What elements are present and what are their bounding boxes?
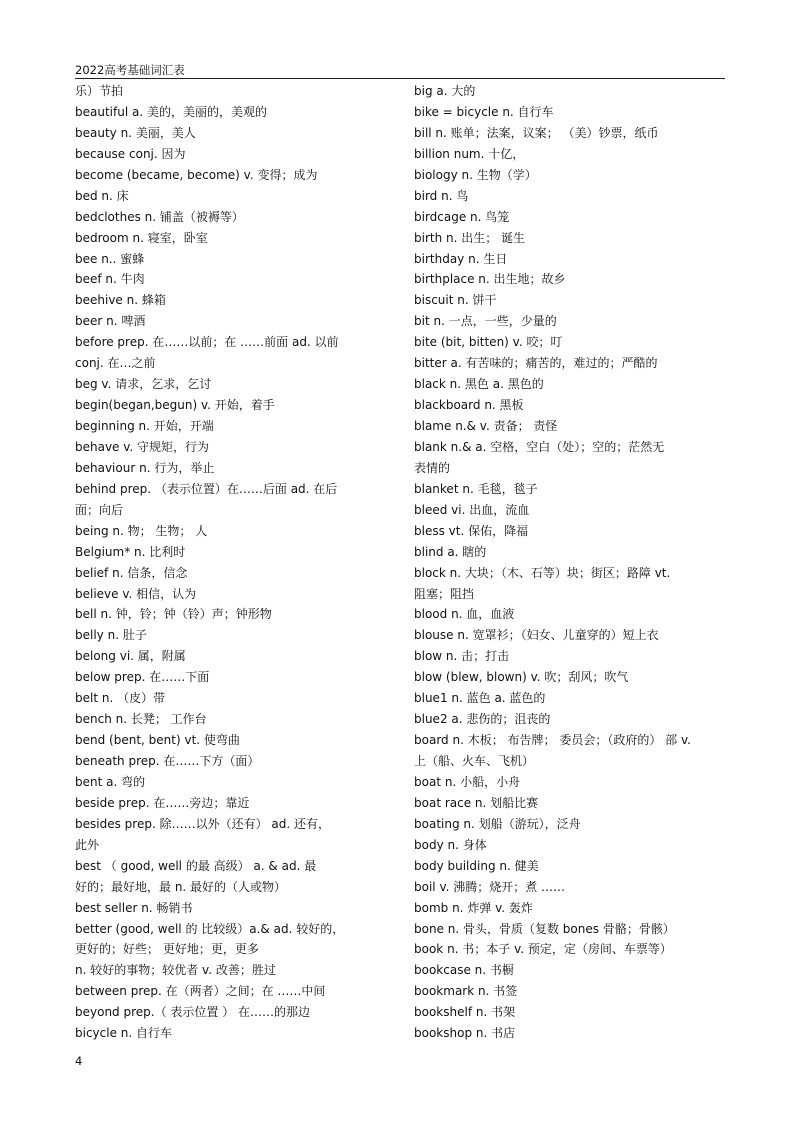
right-column-entry-line: blank n.& a. 空格，空白（处）；空的；茫然无 — [414, 439, 665, 454]
left-column-entry-line: 乐）节拍 — [75, 84, 124, 98]
right-column-entry-line: 表情的 — [414, 460, 451, 475]
left-column-entry-line: bend (bent, bent) vt. 使弯曲 — [75, 733, 240, 748]
right-column-entry-line: blackboard n. 黑板 — [414, 398, 524, 413]
right-column-entry-line: blanket n. 毛毯，毯子 — [414, 481, 538, 496]
right-column-entry-line: bite (bit, bitten) v. 咬；叮 — [414, 335, 563, 350]
right-column-entry-line: bleed vi. 出血，流血 — [414, 502, 530, 517]
left-column-entry-line: bed n. 床 — [75, 188, 129, 203]
left-column-entry-line: conj. 在…之前 — [75, 356, 156, 371]
left-column-entry-line: 更好的；好些； 更好地；更，更多 — [75, 942, 259, 957]
left-column-entry-line: Belgium* n. 比利时 — [75, 544, 186, 559]
right-column-entry-line: boil v. 沸腾；烧开；煮 …… — [414, 879, 566, 894]
left-column-entry-line: 此外 — [75, 837, 100, 852]
left-column-entry-line: 面；向后 — [75, 502, 124, 517]
page-number: 4 — [75, 1054, 83, 1068]
left-column-entry-line: beef n. 牛肉 — [75, 272, 145, 287]
header-divider — [75, 78, 725, 79]
left-column-entry-line: bedclothes n. 铺盖（被褥等） — [75, 209, 244, 224]
right-column-entry-line: boat n. 小船，小舟 — [414, 774, 521, 789]
right-column-entry-line: birthday n. 生日 — [414, 251, 508, 266]
left-column-entry-line: behaviour n. 行为，举止 — [75, 460, 215, 475]
right-column-entry-line: bitter a. 有苦味的；痛苦的，难过的；严酷的 — [414, 356, 658, 371]
left-column-entry-line: bedroom n. 寝室，卧室 — [75, 230, 208, 245]
right-column-entry-line: 上（船、火车、飞机） — [414, 754, 535, 768]
left-column-entry-line: behave v. 守规矩，行为 — [75, 439, 210, 454]
right-column-entry-line: big a. 大的 — [414, 84, 476, 98]
left-column-entry-line: behind prep. （表示位置）在……后面 ad. 在后 — [75, 481, 338, 496]
right-column-entry-line: body n. 身体 — [414, 837, 487, 852]
left-column-entry-line: believe v. 相信，认为 — [75, 586, 197, 601]
right-column-entry-line: biscuit n. 饼干 — [414, 293, 497, 308]
right-column-entry-line: boating n. 划船（游玩），泛舟 — [414, 816, 581, 831]
right-column-entry-line: blue1 n. 蓝色 a. 蓝色的 — [414, 691, 546, 706]
page-header-title: 2022高考基础词汇表 — [75, 63, 185, 77]
right-column-entry-line: blood n. 血，血液 — [414, 607, 515, 622]
right-column-entry-line: bird n. 鸟 — [414, 188, 469, 203]
right-column-entry-line: 阻塞；阻挡 — [414, 586, 475, 601]
right-column-entry-line: bookcase n. 书橱 — [414, 963, 514, 978]
left-column-entry-line: bicycle n. 自行车 — [75, 1026, 173, 1041]
right-column — [414, 81, 726, 1044]
left-column-entry-line: beer n. 啤酒 — [75, 314, 146, 329]
left-column-entry-line: belly n. 肚子 — [75, 628, 147, 643]
right-column-entry-line: bone n. 骨头，骨质（复数 bones 骨骼；骨骸） — [414, 921, 675, 936]
right-column-entry-line: bookmark n. 书签 — [414, 984, 518, 999]
left-column — [75, 81, 387, 1044]
left-column-entry-line: because conj. 因为 — [75, 146, 186, 161]
left-column-entry-line: beg v. 请求，乞求，乞讨 — [75, 377, 212, 392]
right-column-entry-line: birthplace n. 出生地；故乡 — [414, 272, 566, 287]
left-column-entry-line: best （ good, well 的最 高级） a. & ad. 最 — [75, 858, 317, 873]
right-column-entry-line: birth n. 出生； 诞生 — [414, 230, 526, 245]
right-column-entry-line: block n. 大块；（木、石等）块；街区；路障 vt. — [414, 565, 671, 580]
left-column-entry-line: n. 较好的事物；较优者 v. 改善；胜过 — [75, 963, 276, 978]
right-column-entry-line: billion num. 十亿， — [414, 146, 525, 161]
left-column-entry-line: become (became, become) v. 变得；成为 — [75, 167, 318, 182]
right-column-entry-line: bill n. 账单；法案，议案； （美）钞票，纸币 — [414, 125, 659, 140]
left-column-entry-line: beneath prep. 在……下方（面） — [75, 754, 260, 768]
left-column-entry-line: beyond prep.（ 表示位置 ） 在……的那边 — [75, 1005, 311, 1020]
left-column-entry-line: begin(began,begun) v. 开始，着手 — [75, 398, 275, 413]
right-column-entry-line: bookshop n. 书店 — [414, 1026, 516, 1041]
left-column-entry-line: bent a. 弯的 — [75, 774, 146, 789]
right-column-entry-line: body building n. 健美 — [414, 858, 539, 873]
right-column-entry-line: bookshelf n. 书架 — [414, 1005, 516, 1020]
right-column-entry-line: blow (blew, blown) v. 吹；刮风；吹气 — [414, 670, 629, 685]
left-column-entry-line: 好的；最好地，最 n. 最好的（人或物） — [75, 879, 287, 894]
left-column-entry-line: besides prep. 除……以外（还有） ad. 还有， — [75, 816, 330, 831]
left-column-entry-line: better (good, well 的 比较级）a.& ad. 较好的， — [75, 921, 345, 936]
left-column-entry-line: best seller n. 畅销书 — [75, 900, 193, 915]
right-column-entry-line: bit n. 一点，一些，少量的 — [414, 314, 557, 329]
right-column-entry-line: blind a. 瞎的 — [414, 544, 487, 559]
left-column-entry-line: bee n.. 蜜蜂 — [75, 251, 145, 266]
left-column-entry-line: belief n. 信条，信念 — [75, 565, 188, 580]
right-column-entry-line: board n. 木板； 布告牌； 委员会；（政府的） 部 v. — [414, 733, 691, 748]
right-column-entry-line: bomb n. 炸弹 v. 轰炸 — [414, 900, 533, 915]
right-column-entry-line: black n. 黑色 a. 黑色的 — [414, 377, 544, 392]
right-column-entry-line: blue2 a. 悲伤的；沮丧的 — [414, 712, 551, 727]
left-column-entry-line: bell n. 钟，铃；钟（铃）声；钟形物 — [75, 607, 272, 622]
right-column-entry-line: bless vt. 保佑，降福 — [414, 523, 529, 538]
right-column-entry-line: bike = bicycle n. 自行车 — [414, 104, 554, 119]
left-column-entry-line: beehive n. 蜂箱 — [75, 293, 166, 308]
right-column-entry-line: book n. 书；本子 v. 预定，定（房间、车票等） — [414, 942, 672, 957]
left-column-entry-line: between prep. 在（两者）之间；在 ……中间 — [75, 984, 326, 999]
left-column-entry-line: beginning n. 开始，开端 — [75, 419, 214, 433]
right-column-entry-line: biology n. 生物（学） — [414, 167, 537, 182]
right-column-entry-line: boat race n. 划船比赛 — [414, 795, 539, 810]
left-column-entry-line: being n. 物； 生物； 人 — [75, 523, 208, 538]
left-column-entry-line: beauty n. 美丽，美人 — [75, 125, 196, 140]
left-column-entry-line: beautiful a. 美的，美丽的，美观的 — [75, 104, 267, 119]
right-column-entry-line: blame n.& v. 责备； 责怪 — [414, 419, 558, 433]
left-column-entry-line: belt n. （皮）带 — [75, 691, 166, 706]
left-column-entry-line: beside prep. 在……旁边；靠近 — [75, 795, 250, 810]
right-column-entry-line: birdcage n. 鸟笼 — [414, 209, 510, 224]
left-column-entry-line: bench n. 长凳； 工作台 — [75, 712, 207, 727]
right-column-entry-line: blow n. 击；打击 — [414, 649, 510, 664]
left-column-entry-line: belong vi. 属，附属 — [75, 649, 186, 664]
left-column-entry-line: below prep. 在……下面 — [75, 670, 210, 685]
right-column-entry-line: blouse n. 宽罩衫；（妇女、儿童穿的）短上衣 — [414, 628, 659, 643]
left-column-entry-line: before prep. 在……以前；在 ……前面 ad. 以前 — [75, 335, 339, 350]
